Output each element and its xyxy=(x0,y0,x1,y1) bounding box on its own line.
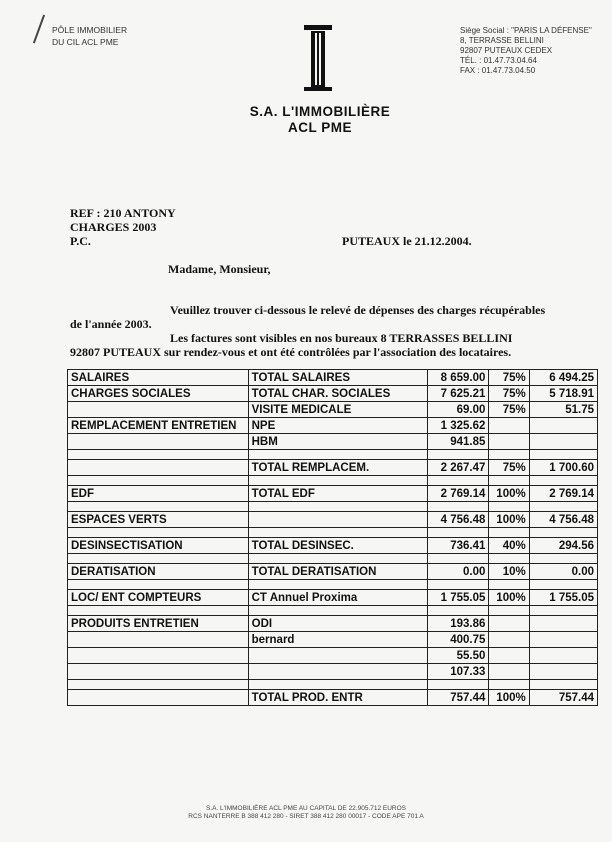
percent-cell xyxy=(489,554,529,564)
letter-date: PUTEAUX le 21.12.2004. xyxy=(342,234,472,248)
label-cell xyxy=(248,476,427,486)
reference-block xyxy=(70,206,176,248)
label-cell: TOTAL EDF xyxy=(248,486,427,502)
label-cell xyxy=(248,554,427,564)
percent-cell: 75% xyxy=(489,386,529,402)
table-row xyxy=(68,528,598,538)
recoverable-cell: 2 769.14 xyxy=(529,486,597,502)
recoverable-cell xyxy=(529,664,597,680)
ref-line: CHARGES 2003 xyxy=(70,220,157,234)
percent-cell xyxy=(489,616,529,632)
percent-cell: 75% xyxy=(489,402,529,418)
amount-cell: 757.44 xyxy=(427,690,488,706)
sender-block xyxy=(52,24,127,48)
category-cell: LOC/ ENT COMPTEURS xyxy=(68,590,249,606)
recoverable-cell: 0.00 xyxy=(529,564,597,580)
category-cell xyxy=(68,528,249,538)
label-cell: TOTAL REMPLACEM. xyxy=(248,460,427,476)
label-cell xyxy=(248,664,427,680)
head-office-line: TÉL. : 01.47.73.04.64 xyxy=(460,56,537,65)
amount-cell: 1 325.62 xyxy=(427,418,488,434)
category-cell xyxy=(68,632,249,648)
label-cell: CT Annuel Proxima xyxy=(248,590,427,606)
category-cell xyxy=(68,690,249,706)
recoverable-cell xyxy=(529,434,597,450)
recoverable-cell xyxy=(529,418,597,434)
amount-cell xyxy=(427,554,488,564)
label-cell: HBM xyxy=(248,434,427,450)
label-cell xyxy=(248,502,427,512)
table-row xyxy=(68,476,598,486)
salutation: Madame, Monsieur, xyxy=(168,262,271,276)
label-cell xyxy=(248,450,427,460)
category-cell xyxy=(68,402,249,418)
amount-cell: 69.00 xyxy=(427,402,488,418)
category-cell: CHARGES SOCIALES xyxy=(68,386,249,402)
category-cell xyxy=(68,606,249,616)
label-cell xyxy=(248,680,427,690)
table-row xyxy=(68,606,598,616)
percent-cell: 100% xyxy=(489,690,529,706)
ref-line: REF : 210 ANTONY xyxy=(70,206,176,220)
recoverable-cell xyxy=(529,580,597,590)
label-cell: TOTAL CHAR. SOCIALES xyxy=(248,386,427,402)
category-cell: REMPLACEMENT ENTRETIEN xyxy=(68,418,249,434)
amount-cell: 8 659.00 xyxy=(427,370,488,386)
recoverable-cell: 757.44 xyxy=(529,690,597,706)
table-row xyxy=(68,590,598,606)
table-row xyxy=(68,580,598,590)
category-cell: EDF xyxy=(68,486,249,502)
table-row xyxy=(68,648,598,664)
category-cell: DERATISATION xyxy=(68,564,249,580)
table-row xyxy=(68,460,598,476)
label-cell: TOTAL PROD. ENTR xyxy=(248,690,427,706)
table-row xyxy=(68,664,598,680)
label-cell: VISITE MEDICALE xyxy=(248,402,427,418)
category-cell xyxy=(68,434,249,450)
label-cell: TOTAL DESINSEC. xyxy=(248,538,427,554)
table-row xyxy=(68,616,598,632)
recoverable-cell: 1 700.60 xyxy=(529,460,597,476)
category-cell xyxy=(68,460,249,476)
sender-line: PÔLE IMMOBILIER xyxy=(52,25,128,35)
percent-cell: 100% xyxy=(489,590,529,606)
table-row xyxy=(68,538,598,554)
company-name xyxy=(200,104,440,136)
percent-cell xyxy=(489,680,529,690)
legal-footer xyxy=(150,805,462,821)
recoverable-cell: 1 755.05 xyxy=(529,590,597,606)
percent-cell xyxy=(489,580,529,590)
amount-cell: 2 267.47 xyxy=(427,460,488,476)
table-row xyxy=(68,450,598,460)
head-office-line: FAX : 01.47.73.04.50 xyxy=(460,66,536,75)
table-row xyxy=(68,512,598,528)
amount-cell: 0.00 xyxy=(427,564,488,580)
percent-cell xyxy=(489,502,529,512)
percent-cell xyxy=(489,632,529,648)
percent-cell: 10% xyxy=(489,564,529,580)
amount-cell: 107.33 xyxy=(427,664,488,680)
amount-cell: 55.50 xyxy=(427,648,488,664)
amount-cell: 4 756.48 xyxy=(427,512,488,528)
table-row xyxy=(68,386,598,402)
table-row xyxy=(68,680,598,690)
percent-cell: 75% xyxy=(489,370,529,386)
recoverable-cell xyxy=(529,476,597,486)
amount-cell: 941.85 xyxy=(427,434,488,450)
ref-line: P.C. xyxy=(70,234,91,248)
category-cell xyxy=(68,664,249,680)
percent-cell xyxy=(489,664,529,680)
table-row xyxy=(68,402,598,418)
category-cell xyxy=(68,554,249,564)
body-text: Veuillez trouver ci-dessous le relevé de dépenses des charges récupérables xyxy=(170,303,546,317)
recoverable-cell xyxy=(529,606,597,616)
company-line: S.A. L'IMMOBILIÈRE xyxy=(249,104,391,119)
amount-cell xyxy=(427,680,488,690)
table-row xyxy=(68,418,598,434)
table-row xyxy=(68,554,598,564)
percent-cell: 100% xyxy=(489,486,529,502)
head-office-block xyxy=(460,26,592,76)
head-office-line: 92807 PUTEAUX CEDEX xyxy=(460,46,553,55)
category-cell xyxy=(68,450,249,460)
recoverable-cell: 5 718.91 xyxy=(529,386,597,402)
label-cell xyxy=(248,606,427,616)
category-cell xyxy=(68,680,249,690)
recoverable-cell xyxy=(529,648,597,664)
label-cell: TOTAL SALAIRES xyxy=(248,370,427,386)
recoverable-cell xyxy=(529,528,597,538)
amount-cell: 2 769.14 xyxy=(427,486,488,502)
amount-cell xyxy=(427,580,488,590)
recoverable-cell xyxy=(529,450,597,460)
amount-cell: 7 625.21 xyxy=(427,386,488,402)
percent-cell xyxy=(489,648,529,664)
label-cell xyxy=(248,512,427,528)
category-cell xyxy=(68,476,249,486)
label-cell: bernard xyxy=(248,632,427,648)
table-row xyxy=(68,434,598,450)
table-row xyxy=(68,564,598,580)
amount-cell: 736.41 xyxy=(427,538,488,554)
body-text: de l'année 2003. xyxy=(70,317,152,331)
label-cell xyxy=(248,528,427,538)
category-cell xyxy=(68,580,249,590)
category-cell: DESINSECTISATION xyxy=(68,538,249,554)
percent-cell xyxy=(489,450,529,460)
percent-cell xyxy=(489,434,529,450)
amount-cell: 400.75 xyxy=(427,632,488,648)
recoverable-cell xyxy=(529,632,597,648)
percent-cell: 75% xyxy=(489,460,529,476)
charges-table xyxy=(67,369,598,706)
recoverable-cell xyxy=(529,616,597,632)
amount-cell xyxy=(427,528,488,538)
category-cell: ESPACES VERTS xyxy=(68,512,249,528)
label-cell xyxy=(248,580,427,590)
table-row xyxy=(68,486,598,502)
percent-cell xyxy=(489,528,529,538)
recoverable-cell xyxy=(529,554,597,564)
category-cell: SALAIRES xyxy=(68,370,249,386)
amount-cell xyxy=(427,502,488,512)
footer-line: S.A. L'IMMOBILIÈRE ACL PME AU CAPITAL DE 22.905.712 EUROS xyxy=(205,805,407,812)
column-logo-icon xyxy=(308,25,328,91)
recoverable-cell: 294.56 xyxy=(529,538,597,554)
head-office-line: Siège Social : "PARIS LA DÉFENSE" xyxy=(460,26,592,35)
category-cell xyxy=(68,502,249,512)
amount-cell: 193.86 xyxy=(427,616,488,632)
recoverable-cell xyxy=(529,502,597,512)
label-cell xyxy=(248,648,427,664)
table-row xyxy=(68,632,598,648)
recoverable-cell: 51.75 xyxy=(529,402,597,418)
category-cell: PRODUITS ENTRETIEN xyxy=(68,616,249,632)
company-line: ACL PME xyxy=(287,120,352,135)
label-cell: NPE xyxy=(248,418,427,434)
percent-cell: 40% xyxy=(489,538,529,554)
table-row xyxy=(68,370,598,386)
recoverable-cell xyxy=(529,680,597,690)
percent-cell: 100% xyxy=(489,512,529,528)
category-cell xyxy=(68,648,249,664)
footer-line: RCS NANTERRE B 388 412 280 - SIRET 388 412 280 00017 - CODE APE 701 A xyxy=(188,813,424,820)
amount-cell xyxy=(427,476,488,486)
label-cell: TOTAL DERATISATION xyxy=(248,564,427,580)
table-row xyxy=(68,690,598,706)
body-text: 92807 PUTEAUX sur rendez-vous et ont été contrôlées par l'association des locataires. xyxy=(70,345,512,359)
recoverable-cell: 4 756.48 xyxy=(529,512,597,528)
label-cell: ODI xyxy=(248,616,427,632)
head-office-line: 8, TERRASSE BELLINI xyxy=(460,36,544,45)
percent-cell xyxy=(489,606,529,616)
amount-cell xyxy=(427,450,488,460)
percent-cell xyxy=(489,476,529,486)
amount-cell xyxy=(427,606,488,616)
amount-cell: 1 755.05 xyxy=(427,590,488,606)
sender-line: DU CIL ACL PME xyxy=(52,37,119,47)
percent-cell xyxy=(489,418,529,434)
recoverable-cell: 6 494.25 xyxy=(529,370,597,386)
logo-slash xyxy=(33,15,45,44)
table-row xyxy=(68,502,598,512)
body-text: Les factures sont visibles en nos bureaux 8 TERRASSES BELLINI xyxy=(170,331,513,345)
